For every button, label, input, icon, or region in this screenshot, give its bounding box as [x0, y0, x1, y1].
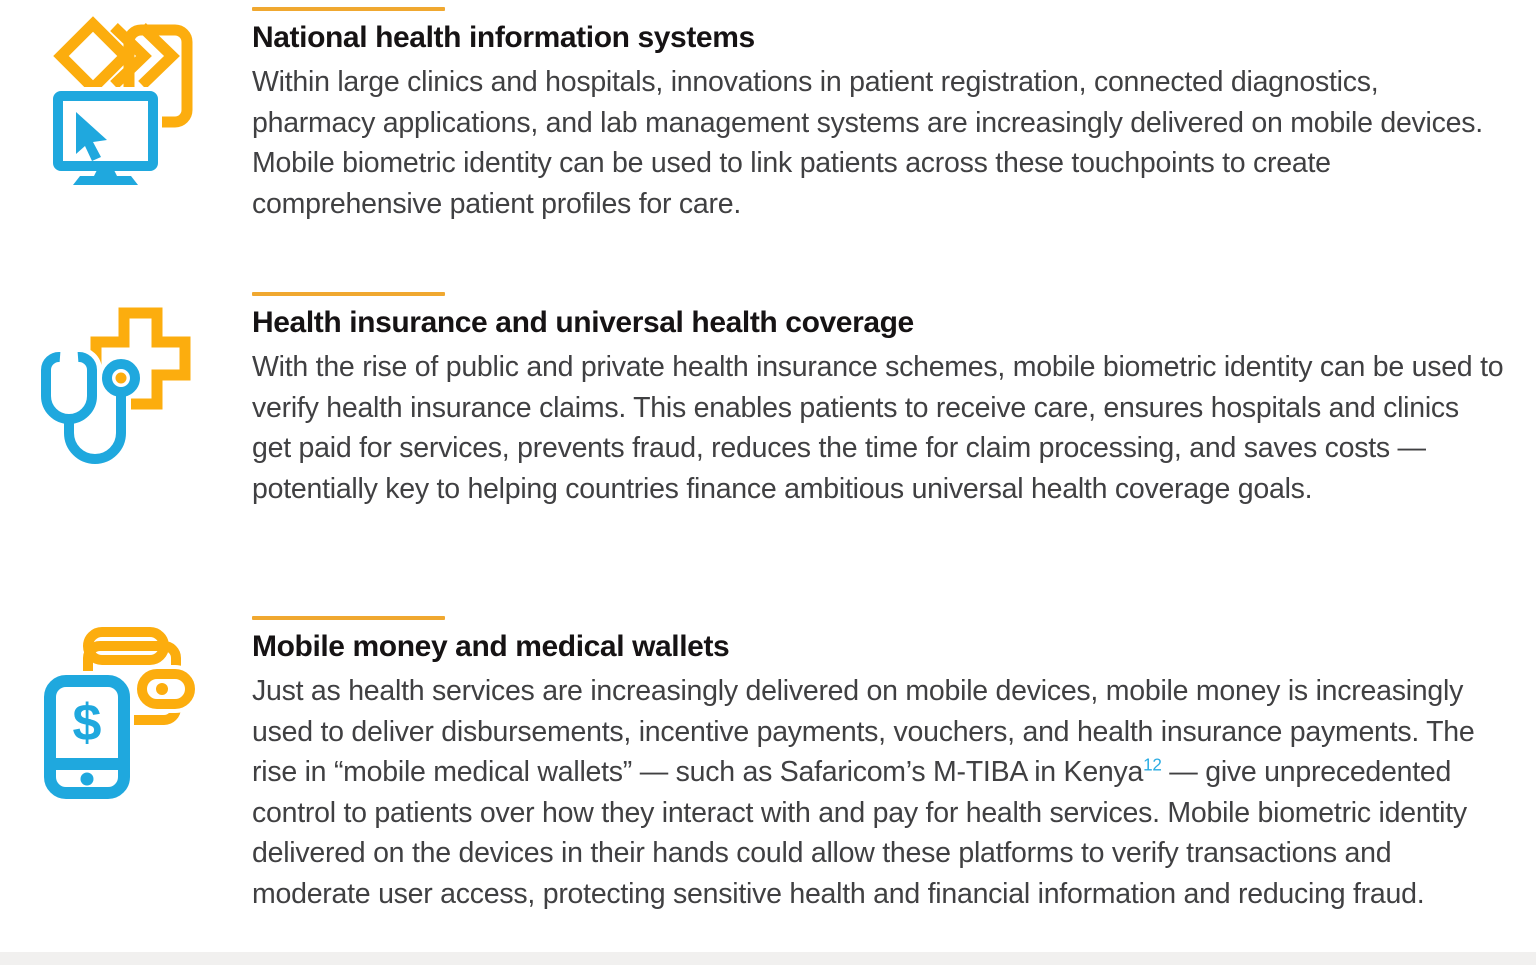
monitor-stand-base [73, 176, 138, 185]
section-accent-rule [252, 292, 445, 296]
page-bottom-strip [0, 952, 1536, 965]
section-accent-rule [252, 616, 445, 620]
phone-home-dot [81, 773, 94, 786]
body-text-before-footnote: Just as health services are increasingly delivered on mobile devices, mobile money is increasingly used to deliver disbursements, incentive payments, vouchers, and health insurance payments. The rise in “mobile medical wallets” — such as Safaricom’s M-TIBA in Kenya [252, 675, 1475, 788]
desktop-cursor-and-phone-icon [30, 8, 230, 208]
body-text-after-footnote: — give unprecedented control to patients over how they interact with and pay for health services. Mobile biometric identity delivered on the devices in their hands could allow these platforms to verify transactions and moderate user access, protecting sensitive health and financial information and reducing fraud. [252, 756, 1467, 910]
phone-dollar-and-wallet-icon [30, 618, 230, 838]
dollar-sign: $ [72, 694, 102, 752]
chestpiece-dot [116, 373, 127, 384]
section-heading: Health insurance and universal health coverage [252, 306, 914, 339]
stethoscope-and-cross-icon [30, 300, 230, 490]
wallet-clasp-dot [156, 683, 168, 695]
footnote-reference-12: 12 [1143, 755, 1162, 775]
section-heading: Mobile money and medical wallets [252, 630, 730, 663]
section-body: With the rise of public and private health insurance schemes, mobile biometric identity can be used to verify health insurance claims. This enables patients to receive care, ensures hospitals and clinics get paid for services, prevents fraud, reduces the time for claim processing, and saves costs — potentially key to helping countries finance ambitious universal health coverage goals. [252, 351, 1504, 505]
section-accent-rule [252, 7, 445, 11]
section-heading: National health information systems [252, 21, 755, 54]
section-body [252, 671, 1504, 914]
section-body: Within large clinics and hospitals, innovations in patient registration, connected diagnostics, pharmacy applications, and lab management systems are increasingly delivered on mobile devices. Mobile biometric identity can be used to link patients across these touchpoints to create comprehensive patient profiles for care. [252, 66, 1483, 220]
monitor-halo [58, 96, 153, 166]
